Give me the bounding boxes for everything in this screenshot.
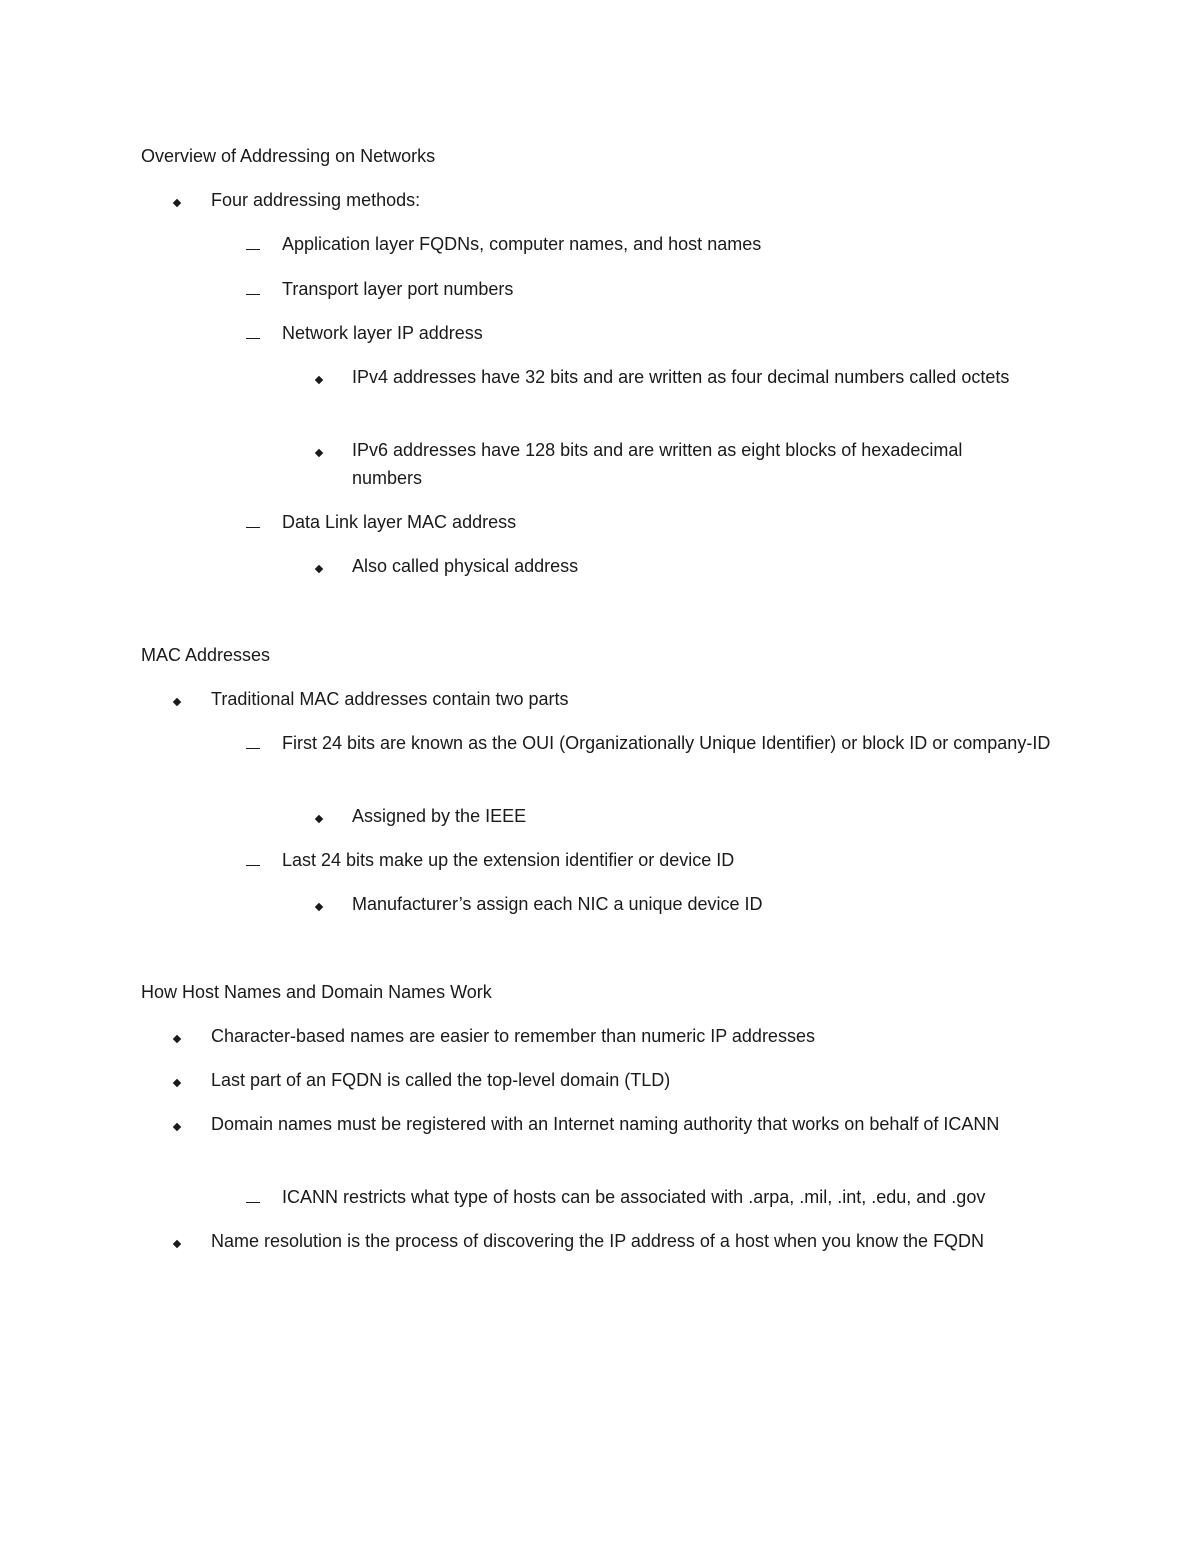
list-item-text: Data Link layer MAC address [282,512,517,532]
bullet-icon [174,1110,180,1138]
dash-icon [246,230,260,258]
list-item-text: Assigned by the IEEE [352,806,527,826]
bullet-icon [316,552,322,580]
list-item-text: ICANN restricts what type of hosts can be associated with .arpa, .mil, .int, .edu, and .gov [282,1187,986,1207]
list-item-text: IPv4 addresses have 32 bits and are written as four decimal numbers called octets [352,367,1010,387]
dash-icon [246,1183,260,1211]
bullet-icon [174,1066,180,1094]
list-item-text: Traditional MAC addresses contain two parts [211,689,569,709]
list-item-text: Network layer IP address [282,323,483,343]
list-item-text: IPv6 addresses have 128 bits and are written as eight blocks of hexadecimal numbers [352,440,963,488]
section-heading-overview: Overview of Addressing on Networks [141,146,436,166]
dash-icon [246,729,260,757]
bullet-icon [174,685,180,713]
list-item-text: Character-based names are easier to remember than numeric IP addresses [211,1026,815,1046]
dash-icon [246,275,260,303]
list-item-text: Application layer FQDNs, computer names, and host names [282,234,762,254]
bullet-icon [316,890,322,918]
list-item-text: First 24 bits are known as the OUI (Organizationally Unique Identifier) or block ID or company-ID [282,733,1051,753]
dash-icon [246,846,260,874]
bullet-icon [174,186,180,214]
list-item-text: Last part of an FQDN is called the top-level domain (TLD) [211,1070,671,1090]
section-heading-hostnames: How Host Names and Domain Names Work [141,982,492,1002]
list-item-text: Transport layer port numbers [282,279,514,299]
list-item-text: Manufacturer’s assign each NIC a unique device ID [352,894,763,914]
list-item-text: Four addressing methods: [211,190,421,210]
bullet-icon [316,436,322,464]
bullet-icon [174,1022,180,1050]
list-item-text: Domain names must be registered with an Internet naming authority that works on behalf of ICANN [211,1114,1000,1134]
section-heading-mac: MAC Addresses [141,645,271,665]
list-item-text: Name resolution is the process of discovering the IP address of a host when you know the FQDN [211,1231,985,1251]
dash-icon [246,508,260,536]
bullet-icon [174,1227,180,1255]
dash-icon [246,319,260,347]
list-item-text: Last 24 bits make up the extension identifier or device ID [282,850,735,870]
bullet-icon [316,802,322,830]
list-item-text: Also called physical address [352,556,579,576]
bullet-icon [316,363,322,391]
